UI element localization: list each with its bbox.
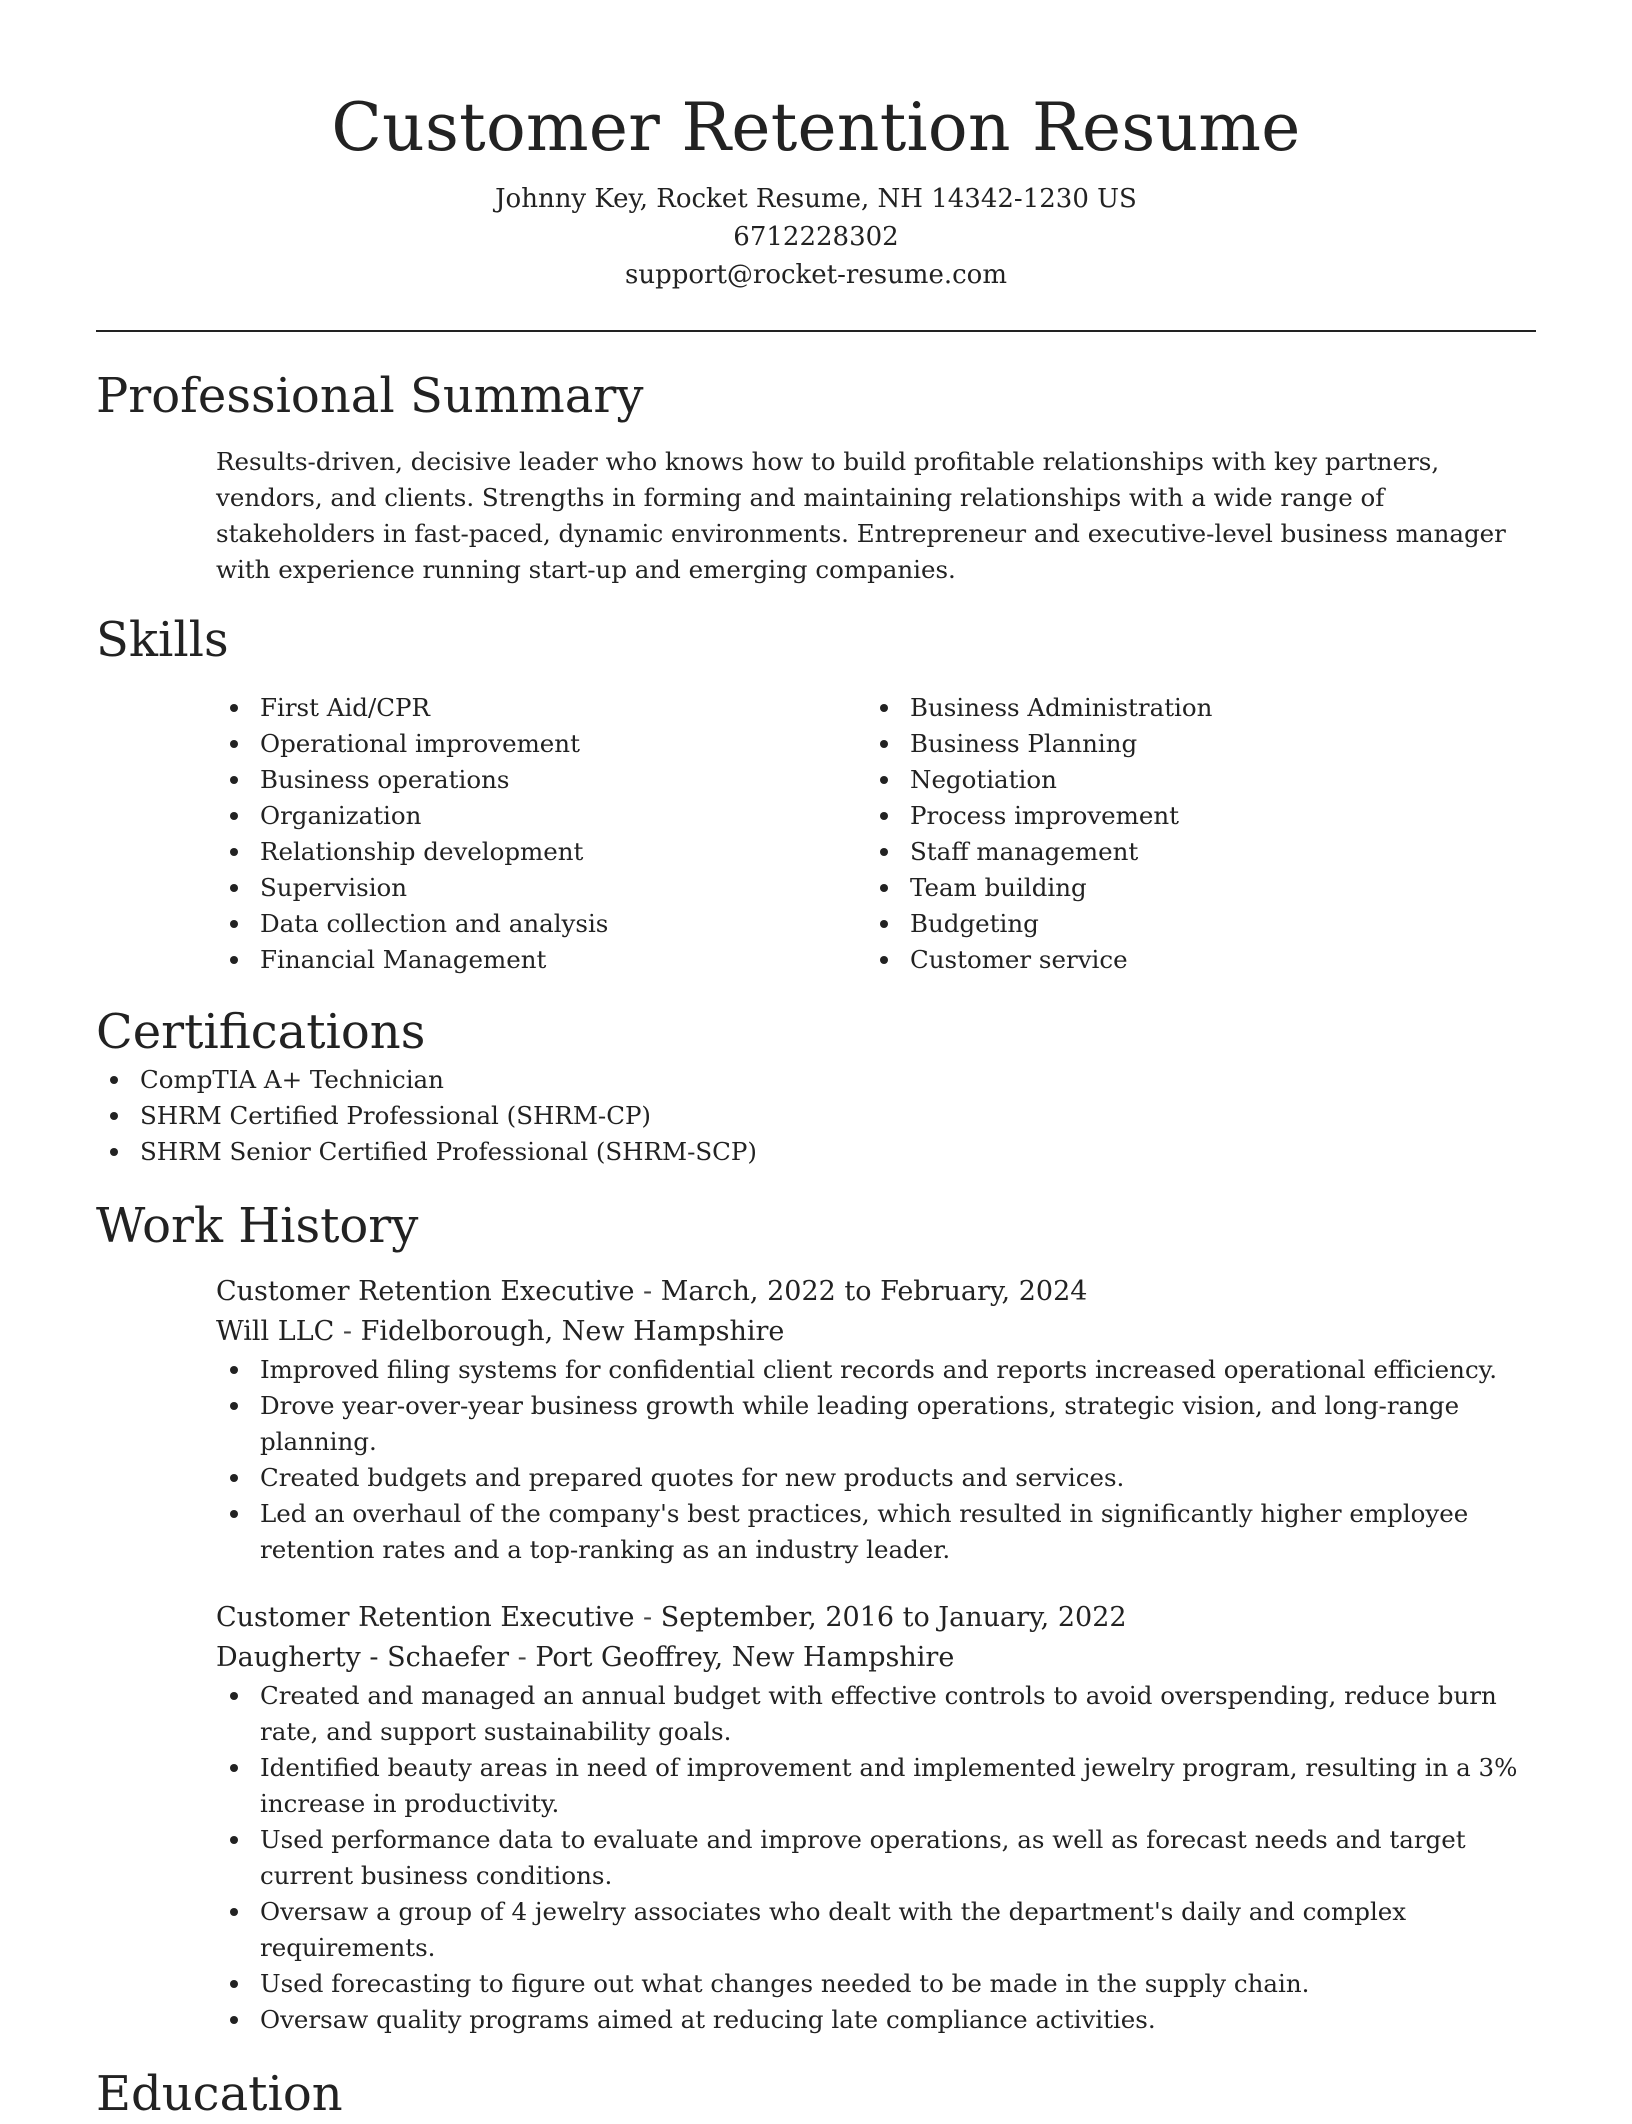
- skill-item: Supervision: [216, 870, 866, 906]
- certifications-list: [96, 1062, 1536, 1170]
- job-title-line: Customer Retention Executive - September, 2016 to January, 2022: [216, 1602, 1127, 1633]
- certification-item: SHRM Senior Certified Professional (SHRM-SCP): [96, 1134, 1536, 1170]
- skill-item: Customer service: [866, 942, 1516, 978]
- job-dates: September, 2016 to January, 2022: [660, 1602, 1127, 1633]
- job-duty: Oversaw a group of 4 jewelry associates who dealt with the department's daily and complex requirements.: [216, 1894, 1536, 1966]
- skill-item: Staff management: [866, 834, 1516, 870]
- job-entry: [216, 1598, 1536, 2038]
- job-company: Will LLC: [216, 1316, 335, 1347]
- contact-email: support@rocket-resume.com: [624, 260, 1007, 290]
- education-heading: Education: [96, 2066, 343, 2122]
- skill-item: Operational improvement: [216, 726, 866, 762]
- skills-heading: Skills: [96, 612, 229, 668]
- skill-item: First Aid/CPR: [216, 690, 866, 726]
- skill-item: Data collection and analysis: [216, 906, 866, 942]
- skills-list-right: [866, 690, 1516, 978]
- skill-item: Relationship development: [216, 834, 866, 870]
- job-duties-list: [216, 1352, 1536, 1568]
- job-title: Customer Retention Executive: [216, 1276, 635, 1307]
- skill-item: Process improvement: [866, 798, 1516, 834]
- work-history-section: [96, 1196, 1536, 2038]
- certifications-section: [96, 1002, 1536, 1170]
- certification-item: CompTIA A+ Technician: [96, 1062, 1536, 1098]
- work-history-heading: Work History: [96, 1198, 419, 1254]
- summary-section: [96, 366, 1536, 588]
- job-duty: Used performance data to evaluate and improve operations, as well as forecast needs and target current business conditions.: [216, 1822, 1536, 1894]
- skill-item: Team building: [866, 870, 1516, 906]
- job-duty: Drove year-over-year business growth while leading operations, strategic vision, and long-range planning.: [216, 1388, 1536, 1460]
- skill-item: Financial Management: [216, 942, 866, 978]
- job-duty: Led an overhaul of the company's best practices, which resulted in significantly higher employee retention rates and a top-ranking as an industry leader.: [216, 1496, 1536, 1568]
- resume-page: [96, 0, 1536, 2124]
- job-dates: March, 2022 to February, 2024: [660, 1276, 1088, 1307]
- contact-block: [96, 180, 1536, 294]
- header-divider: [96, 330, 1536, 332]
- job-duty: Created and managed an annual budget with effective controls to avoid overspending, reduce burn rate, and support sustainability goals.: [216, 1678, 1536, 1750]
- job-duty: Identified beauty areas in need of improvement and implemented jewelry program, resulting in a 3% increase in productivity.: [216, 1750, 1536, 1822]
- certification-item: SHRM Certified Professional (SHRM-CP): [96, 1098, 1536, 1134]
- job-title-line: Customer Retention Executive - March, 2022 to February, 2024: [216, 1276, 1088, 1307]
- contact-address: Johnny Key, Rocket Resume, NH 14342-1230 US: [495, 184, 1137, 214]
- job-entry: [216, 1272, 1536, 1568]
- skills-list-left: [216, 690, 866, 978]
- job-location: Fidelborough, New Hampshire: [360, 1316, 785, 1347]
- skill-item: Business Administration: [866, 690, 1516, 726]
- skill-item: Organization: [216, 798, 866, 834]
- resume-title: Customer Retention Resume: [331, 89, 1301, 166]
- job-company-line: Will LLC - Fidelborough, New Hampshire: [216, 1316, 785, 1347]
- job-title: Customer Retention Executive: [216, 1602, 635, 1633]
- job-duties-list: [216, 1678, 1536, 2038]
- summary-text: Results-driven, decisive leader who knows how to build profitable relationships with key partners, vendors, and clients. Strengths in forming and maintaining relationships with a wide range of stakeholders in fast-paced, dynamic environments. Entrepreneur and executive-level business manager with experience running start-up and emerging companies.: [216, 447, 1506, 584]
- job-location: Port Geoffrey, New Hampshire: [535, 1642, 955, 1673]
- job-duty: Oversaw quality programs aimed at reducing late compliance activities.: [216, 2002, 1536, 2038]
- skill-item: Negotiation: [866, 762, 1516, 798]
- education-section: [96, 2064, 1536, 2124]
- job-duty: Used forecasting to figure out what changes needed to be made in the supply chain.: [216, 1966, 1536, 2002]
- job-company: Daugherty - Schaefer: [216, 1642, 510, 1673]
- skills-grid: [216, 690, 1536, 978]
- skills-section: [96, 610, 1536, 978]
- summary-heading: Professional Summary: [96, 368, 644, 424]
- job-duty: Created budgets and prepared quotes for new products and services.: [216, 1460, 1536, 1496]
- skill-item: Business operations: [216, 762, 866, 798]
- job-duty: Improved filing systems for confidential client records and reports increased operational efficiency.: [216, 1352, 1536, 1388]
- skills-column-right: [866, 690, 1516, 978]
- contact-phone: 6712228302: [733, 222, 899, 252]
- job-company-line: Daugherty - Schaefer - Port Geoffrey, New Hampshire: [216, 1642, 955, 1673]
- certifications-heading: Certifications: [96, 1004, 426, 1060]
- skill-item: Business Planning: [866, 726, 1516, 762]
- skill-item: Budgeting: [866, 906, 1516, 942]
- skills-column-left: [216, 690, 866, 978]
